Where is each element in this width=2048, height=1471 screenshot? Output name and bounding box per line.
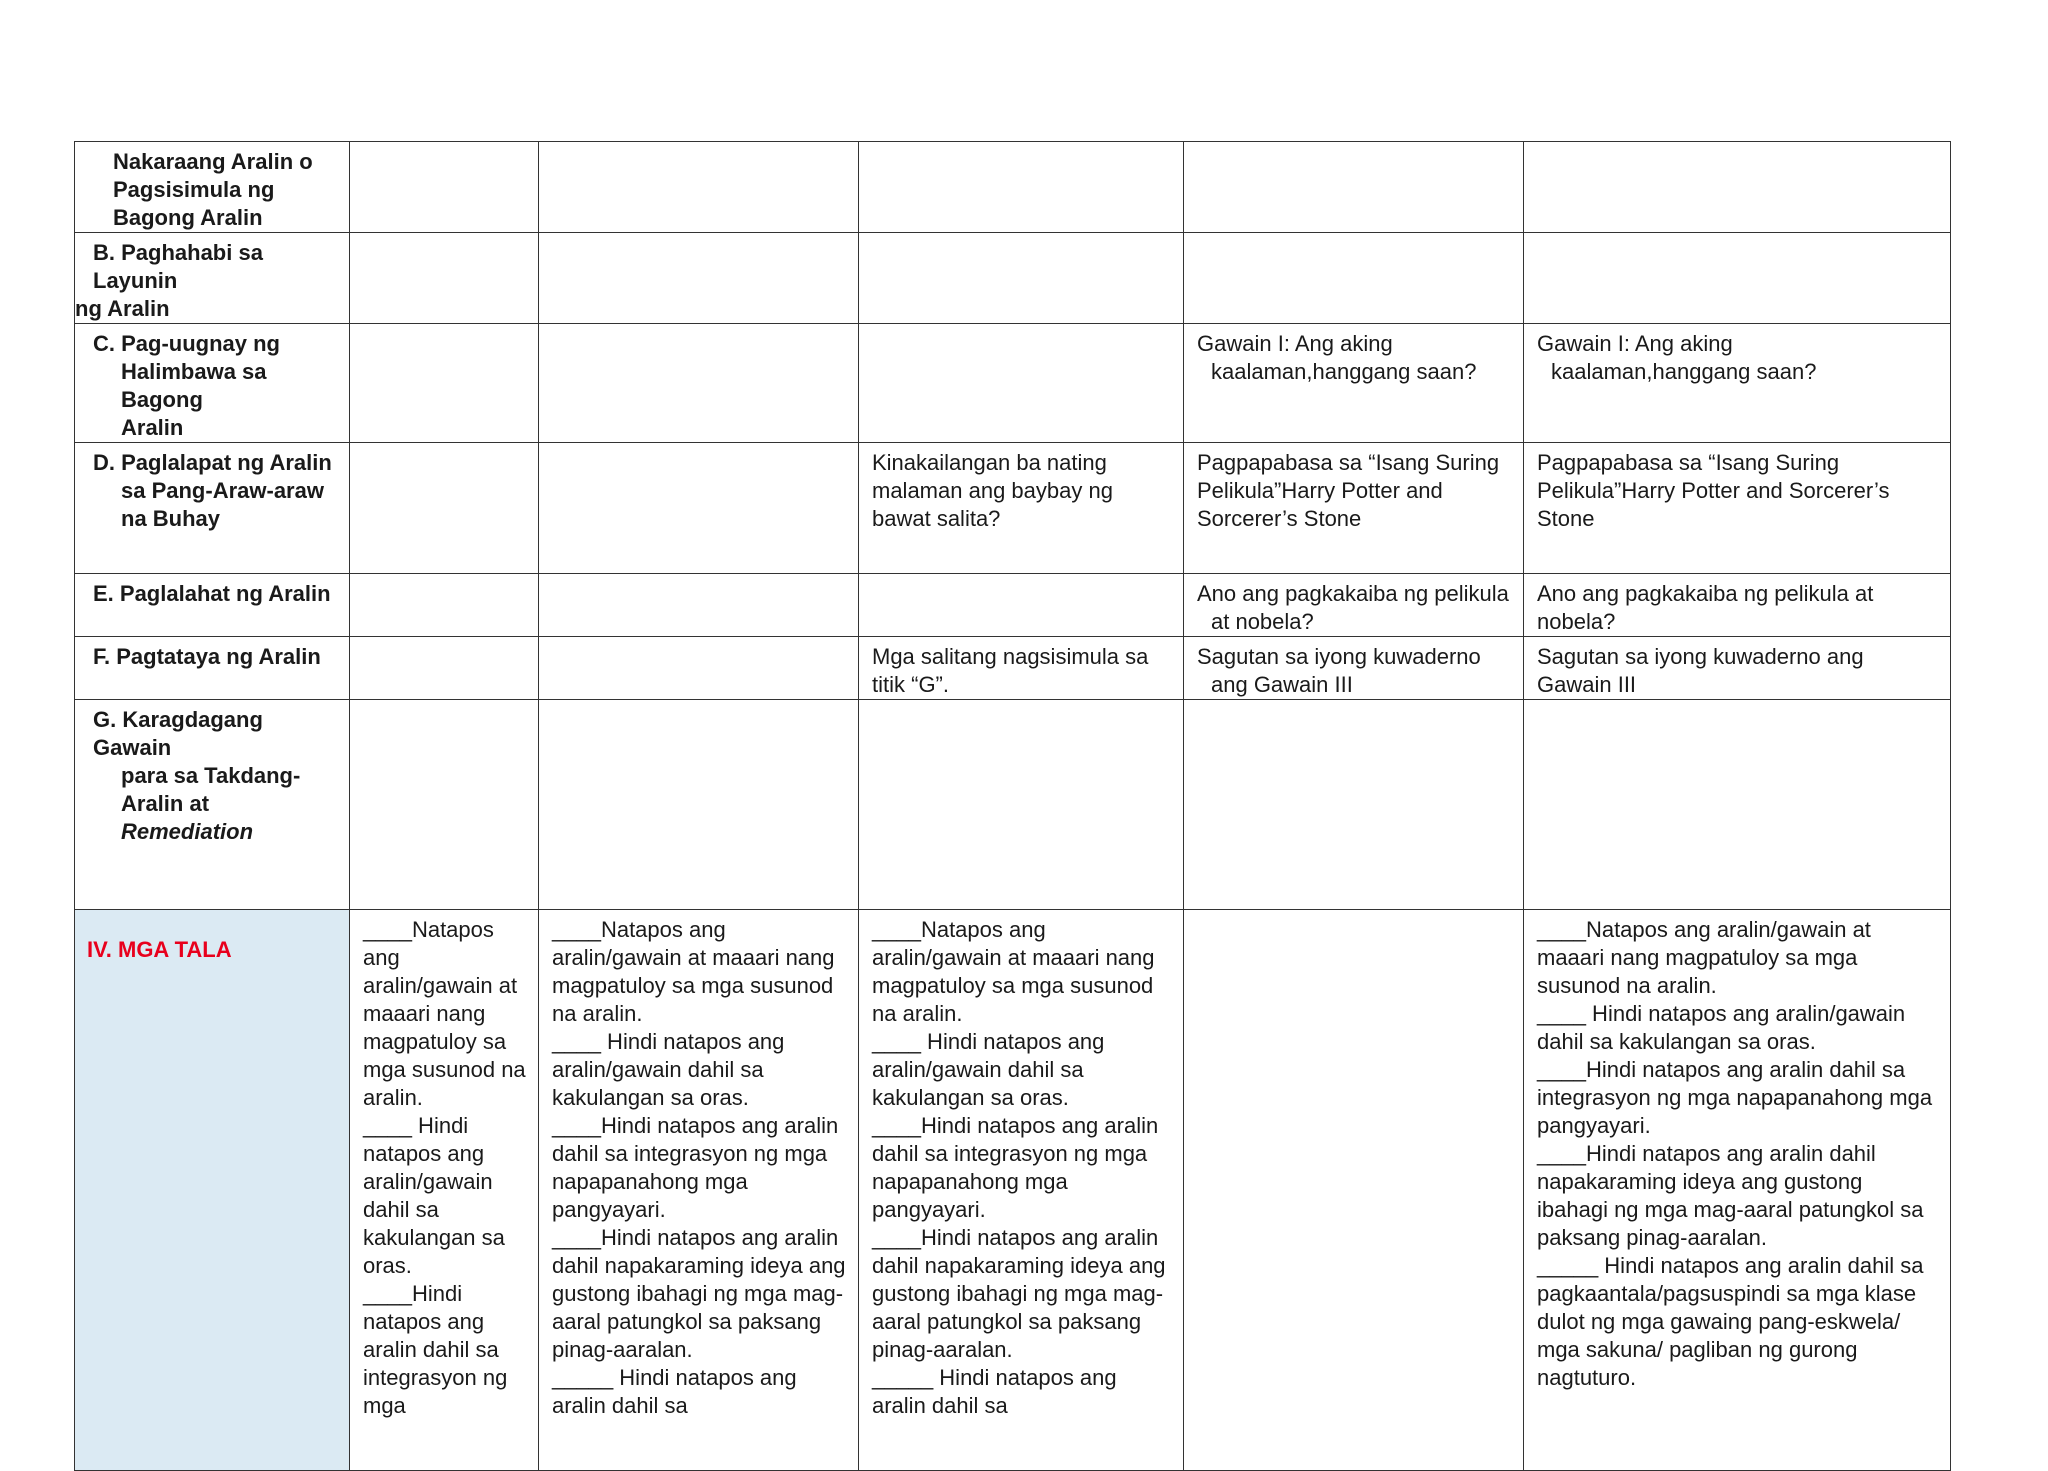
row-label-line: Nakaraang Aralin o [113, 149, 313, 174]
notes-cell [1184, 910, 1524, 1471]
row-label-line: Halimbawa sa Bagong [121, 359, 267, 412]
note-line: ____ Hindi natapos ang aralin/gawain dahil sa kakulangan sa oras. [363, 1113, 505, 1278]
lesson-plan-table [74, 141, 1951, 1471]
table-cell [1524, 324, 1951, 443]
table-cell [1524, 142, 1951, 233]
row-label-line: Bagong Aralin [113, 205, 263, 230]
cell-text: Ano ang pagkakaiba ng pelikula at nobela? [1197, 581, 1509, 634]
row-label [75, 324, 350, 443]
row-label [75, 637, 350, 700]
table-cell [539, 700, 859, 910]
table-cell [1524, 700, 1951, 910]
cell-text: Gawain I: Ang aking kaalaman,hanggang saan? [1537, 331, 1817, 384]
table-cell: Ano ang pagkakaiba ng pelikula at nobela? [1524, 574, 1951, 637]
note-line: ____Hindi natapos ang aralin dahil sa integrasyon ng mga napapanahong mga pangyayari. [1537, 1057, 1933, 1138]
notes-cell [1524, 910, 1951, 1471]
row-label-line: sa Pang-Araw-araw [121, 478, 324, 503]
row-label-line: C. Pag-uugnay ng [93, 331, 280, 356]
table-cell: Pagpapabasa sa “Isang Suring Pelikula”Harry Potter and Sorcerer’s Stone [1524, 443, 1951, 574]
table-row [75, 700, 1951, 910]
table-cell: Kinakailangan ba nating malaman ang baybay ng bawat salita? [859, 443, 1184, 574]
row-label-line: E. Paglalahat ng Aralin [93, 581, 331, 606]
row-label [75, 142, 350, 233]
note-line: ____ Hindi natapos ang aralin/gawain dahil sa kakulangan sa oras. [872, 1029, 1105, 1110]
row-label-italic: Remediation [121, 819, 254, 844]
table-cell [1524, 233, 1951, 324]
table-row [75, 443, 1951, 574]
row-label-line [85, 790, 341, 846]
table-cell [859, 233, 1184, 324]
table-cell: Sagutan sa iyong kuwaderno ang Gawain III [1524, 637, 1951, 700]
table-cell [350, 574, 539, 637]
table-cell [539, 443, 859, 574]
row-label [75, 233, 350, 324]
note-line: ____Hindi natapos ang aralin dahil sa integrasyon ng mga napapanahong mga pangyayari. [552, 1113, 839, 1222]
note-line: ____Natapos ang aralin/gawain at maaari nang magpatuloy sa mga susunod na aralin. [552, 917, 835, 1026]
row-label-line: para sa Takdang- [121, 763, 301, 788]
table-cell [859, 574, 1184, 637]
row-label [75, 443, 350, 574]
row-label-line: F. Pagtataya ng Aralin [93, 644, 321, 669]
note-line: ____Hindi natapos ang aralin dahil napakaraming ideya ang gustong ibahagi ng mga mag-aaral patungkol sa paksang pinag-aaralan. [552, 1225, 846, 1362]
cell-text: Sagutan sa iyong kuwaderno ang Gawain III [1197, 644, 1481, 697]
note-line: ____Natapos ang aralin/gawain at maaari nang magpatuloy sa mga susunod na aralin. [872, 917, 1155, 1026]
table-row [75, 574, 1951, 637]
note-line: ____ Hindi natapos ang aralin/gawain dahil sa kakulangan sa oras. [1537, 1001, 1906, 1054]
table-cell [539, 637, 859, 700]
table-cell [859, 324, 1184, 443]
table-cell [539, 324, 859, 443]
note-line: ____Hindi natapos ang aralin dahil napakaraming ideya ang gustong ibahagi ng mga mag-aaral patungkol sa paksang pinag-aaralan. [1537, 1141, 1924, 1250]
row-label-line: G. Karagdagang Gawain [93, 707, 263, 760]
row-label-line: ng Aralin [75, 296, 170, 321]
notes-label: IV. MGA TALA [75, 910, 350, 1471]
note-line: ____ Hindi natapos ang aralin/gawain dahil sa kakulangan sa oras. [552, 1029, 785, 1110]
table-cell [1184, 700, 1524, 910]
row-label [75, 574, 350, 637]
table-row [75, 637, 1951, 700]
table-cell [1184, 637, 1524, 700]
table-cell [350, 233, 539, 324]
note-line: ____Hindi natapos ang aralin dahil napakaraming ideya ang gustong ibahagi ng mga mag-aaral patungkol sa paksang pinag-aaralan. [872, 1225, 1166, 1362]
row-label [75, 700, 350, 910]
row-label-line: Aralin [121, 415, 184, 440]
table-cell [859, 700, 1184, 910]
table-cell [859, 142, 1184, 233]
note-line: ____Hindi natapos ang aralin dahil sa integrasyon ng mga [363, 1281, 508, 1418]
table-cell [539, 574, 859, 637]
table-cell [1184, 233, 1524, 324]
row-label-line: B. Paghahabi sa Layunin [93, 240, 263, 293]
table-cell [350, 637, 539, 700]
note-line: _____ Hindi natapos ang aralin dahil sa [552, 1365, 797, 1418]
note-line: _____ Hindi natapos ang aralin dahil sa pagkaantala/pagsuspindi sa mga klase dulot ng mga gawaing pang-eskwela/ mga sakuna/ pagliban ng gurong nagtuturo. [1537, 1253, 1924, 1390]
row-label-text: Aralin at [121, 791, 210, 816]
notes-row [75, 910, 1951, 1471]
table-row [75, 233, 1951, 324]
row-label-line: Pagsisimula ng [113, 177, 275, 202]
notes-cell [350, 910, 539, 1471]
note-line: ____Natapos ang aralin/gawain at maaari nang magpatuloy sa mga susunod na aralin. [1537, 917, 1871, 998]
note-line: ____Hindi natapos ang aralin dahil sa integrasyon ng mga napapanahong mga pangyayari. [872, 1113, 1159, 1222]
table-cell [539, 142, 859, 233]
notes-cell [859, 910, 1184, 1471]
table-cell [350, 443, 539, 574]
cell-text: Gawain I: Ang aking kaalaman,hanggang saan? [1197, 331, 1477, 384]
row-label-line: na Buhay [121, 506, 221, 531]
table-cell [1184, 142, 1524, 233]
table-row [75, 142, 1951, 233]
table-cell [350, 142, 539, 233]
table-cell: Mga salitang nagsisimula sa titik “G”. [859, 637, 1184, 700]
table-row [75, 324, 1951, 443]
table-cell [350, 700, 539, 910]
note-line: ____Natapos ang aralin/gawain at maaari nang magpatuloy sa mga susunod na aralin. [363, 917, 526, 1110]
table-cell [1184, 574, 1524, 637]
row-label-line: D. Paglalapat ng Aralin [93, 450, 332, 475]
table-cell [539, 233, 859, 324]
table-cell [350, 324, 539, 443]
notes-cell [539, 910, 859, 1471]
table-cell: Pagpapabasa sa “Isang Suring Pelikula”Harry Potter and Sorcerer’s Stone [1184, 443, 1524, 574]
note-line: _____ Hindi natapos ang aralin dahil sa [872, 1365, 1117, 1418]
table-cell [1184, 324, 1524, 443]
